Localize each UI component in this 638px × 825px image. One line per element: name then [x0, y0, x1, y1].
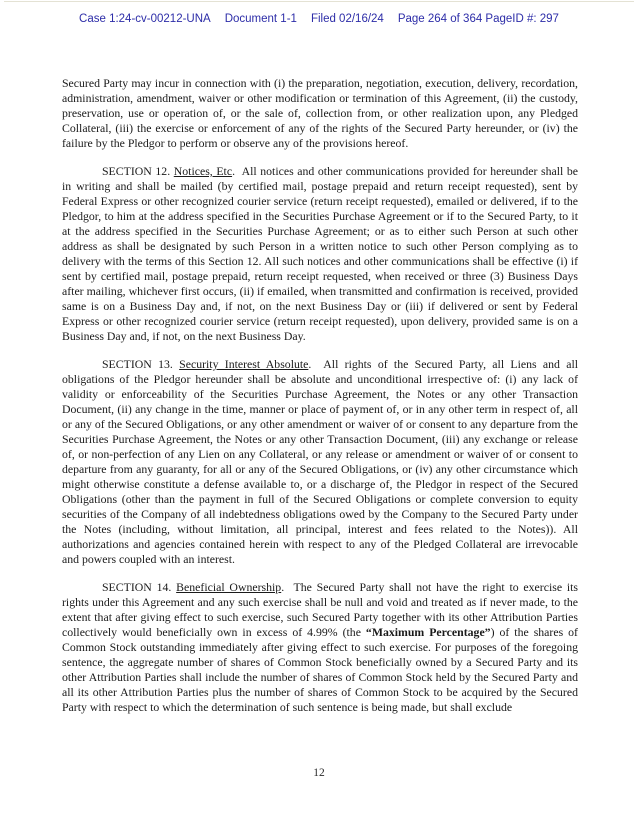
- text-run: . The Secured Party shall not have the right to exercise its rights under this Agreement and any such exercise shall be null and void and treated as if never made, to the extent that after giving effect to such exercise, such Secured Party together with its other Attribution Parties collectively would beneficially own in excess of 4.99% (the: [62, 580, 579, 639]
- header-page-info: Page 264 of 364 PageID #: 297: [397, 13, 559, 25]
- case-header-stamp: [0, 13, 638, 26]
- section-13-security-interest-absolute: [62, 357, 578, 567]
- section-12-notices: [62, 164, 578, 344]
- text-run: ) of the shares of Common Stock outstanding immediately after giving effect to such exercise. For purposes of the foregoing sentence, the aggregate number of shares of Common Stock beneficially owned by a Secured Party and its other Attribution Parties shall include the number of shares of Common Stock held by the Secured Party and all its other Attribution Parties plus the number of shares of Common Stock to be acquired by the Secured Party with respect to which the determination of such sentence is being made, but shall exclude: [62, 625, 578, 714]
- text-run: SECTION 14.: [102, 580, 177, 594]
- scan-artifact-line: [4, 1, 634, 2]
- text-run: . All notices and other communications provided for hereunder shall be in writing and shall be mailed (by certified mail, postage prepaid and return receipt requested), sent by Federal Express or other recognized courier service (return receipt requested), emailed or delivered, if to the Pledgor, to him at the address specified in the Securities Purchase Agreement or if to the Secured Party, to it at the address specified in the Securities Purchase Agreement; or as to either such Person at such other address as shall be designated by such Person in a written notice to such other Person complying as to delivery with the terms of this Section 12. All such notices and other communications shall be effective (i) if sent by certified mail, postage prepaid, return receipt requested, when received or three (3) Business Days after mailing, whichever first occurs, (ii) if emailed, when transmitted and confirmation is received, provided same is on a Business Day and, if not, on the next Business Day or (iii) if delivered or sent by Federal Express or other recognized courier service (return receipt requested), upon delivery, provided same is on a Business Day and, if not, on the next Business Day.: [62, 164, 578, 343]
- document-body: [62, 76, 578, 728]
- text-run: Beneficial Ownership: [176, 580, 282, 594]
- text-run: “Maximum Percentage”: [365, 625, 491, 639]
- text-run: Secured Party may incur in connection with (i) the preparation, negotiation, execution, delivery, recordation, administration, amendment, waiver or other modification or termination of this Agreement, (ii) the custody, preservation, use or operation of, or the sale of, collection from, or other realization upon, any Pledged Collateral, (iii) the exercise or enforcement of any of the rights of the Secured Party hereunder, or (iv) the failure by the Pledgor to perform or observe any of the provisions hereof.: [62, 76, 578, 150]
- text-run: SECTION 13.: [102, 357, 180, 371]
- text-run: Notices, Etc: [173, 164, 233, 178]
- header-case-number: Case 1:24-cv-00212-UNA: [79, 13, 211, 25]
- section-14-beneficial-ownership: [62, 580, 578, 715]
- page-number: 12: [313, 767, 325, 779]
- text-run: . All rights of the Secured Party, all Liens and all obligations of the Pledgor hereunder shall be absolute and unconditional irrespective of: (i) any lack of validity or enforceability of the Securities Purchase Agreement, the Notes or any other Transaction Document, (ii) any change in the time, manner or place of payment of, or in any other term in respect of, all or any of the Secured Obligations, or any other amendment or waiver of or consent to any departure from the Securities Purchase Agreement, the Notes or any other Transaction Document, (iii) any exchange or release of, or non-perfection of any Lien on any Collateral, or any release or amendment or waiver of or consent to departure from any guaranty, for all or any of the Secured Obligations, or (iv) any other circumstance which might otherwise constitute a defense available to, or a discharge of, the Pledgor in respect of the Secured Obligations (other than the payment in full of the Secured Obligations or complete conversion to equity securities of the Company of all indebtedness obligations owed by the Company to the Secured Party under the Notes (including, without limitation, all principal, interest and fees related to the Notes)). All authorizations and agencies contained herein with respect to any of the Pledged Collateral are irrevocable and powers coupled with an interest.: [62, 357, 579, 566]
- continuation-paragraph: [62, 76, 578, 151]
- text-run: Security Interest Absolute: [179, 357, 309, 371]
- header-document-label: Document 1-1: [224, 13, 297, 25]
- text-run: SECTION 12.: [102, 164, 174, 178]
- header-filed-date: Filed 02/16/24: [310, 13, 384, 25]
